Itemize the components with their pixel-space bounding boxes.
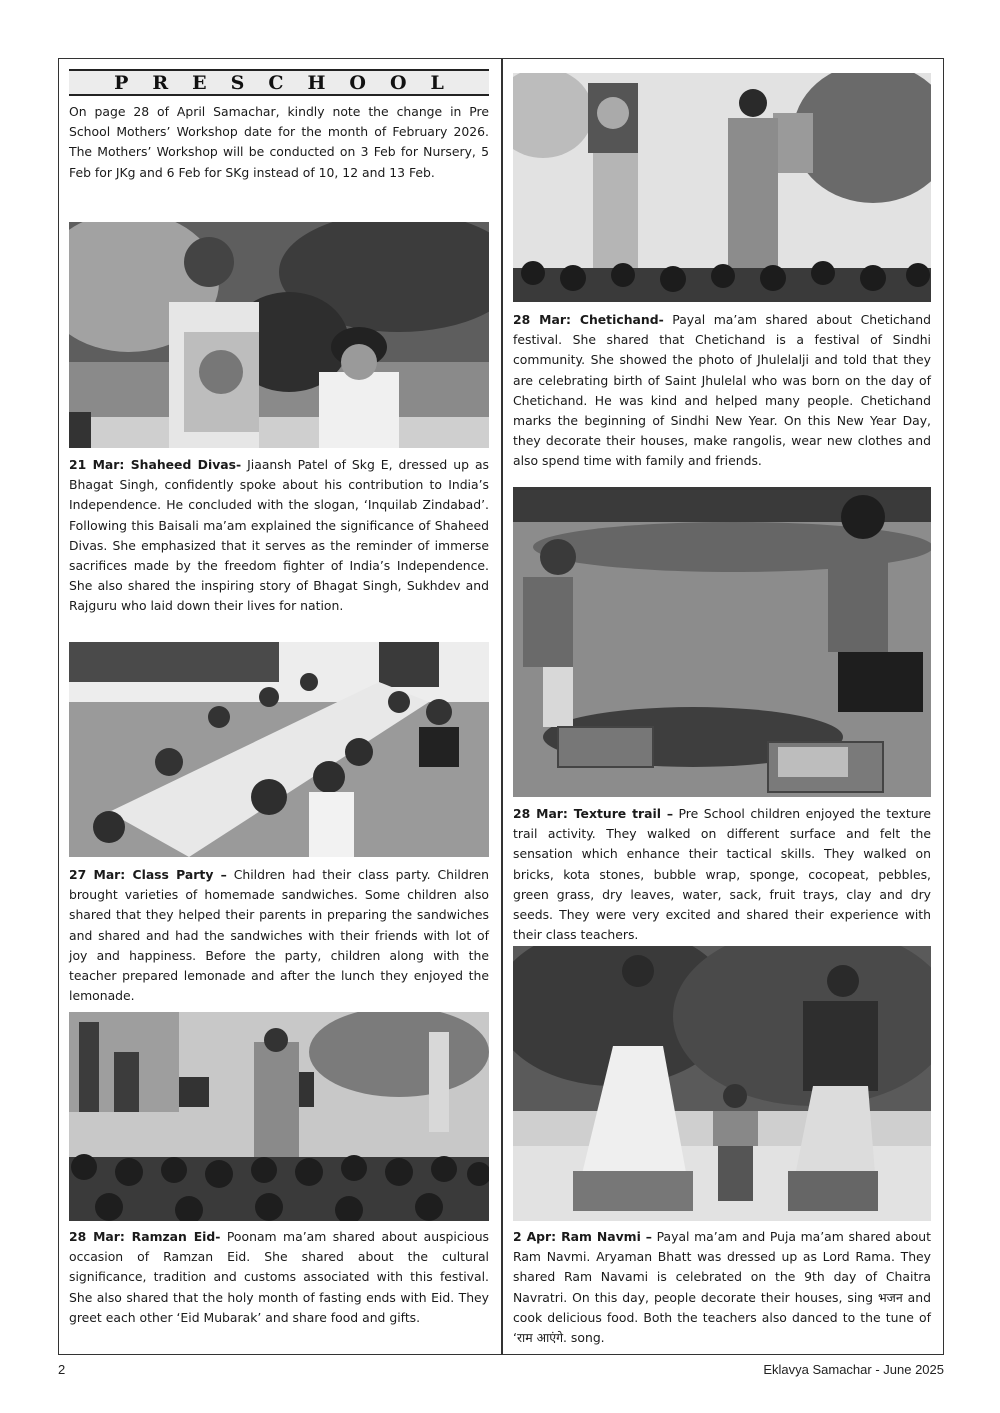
photo-chetichand: [513, 73, 931, 302]
article-chetichand: [513, 310, 931, 472]
article-body: Poonam ma’am shared about auspicious occasion of Ramzan Eid. She shared about the cultural significance, tradition and customs associated with this festival. She also shared that the holy month of fasting ends with Eid. They greet each other ‘Eid Mubarak’ and share food and gifts.: [69, 1229, 490, 1325]
publication-footer: Eklavya Samachar - June 2025: [763, 1362, 944, 1377]
article-heading: 28 Mar: Ramzan Eid-: [69, 1229, 221, 1244]
photo-ram-navmi: [513, 946, 931, 1221]
section-title: PRESCHOOL: [114, 71, 468, 94]
article-heading: 27 Mar: Class Party –: [69, 867, 227, 882]
article-heading: 28 Mar: Chetichand-: [513, 312, 664, 327]
photo-class-party: [69, 642, 489, 857]
article-heading: 21 Mar: Shaheed Divas-: [69, 457, 242, 472]
article-heading: 28 Mar: Texture trail –: [513, 806, 674, 821]
article-class-party: [69, 865, 489, 1006]
section-banner: [69, 69, 489, 96]
intro-notice: On page 28 of April Samachar, kindly note the change in Pre School Mothers’ Workshop date for the month of February 2026. The Mothers’ Workshop will be conducted on 3 Feb for Nursery, 5 Feb for JKg and 6 Feb for SKg instead of 10, 12 and 13 Feb.: [69, 104, 489, 180]
photo-texture-trail: [513, 487, 931, 797]
column-divider: [501, 58, 503, 1355]
article-body: Children had their class party. Children brought varieties of homemade sandwiches. Some children also shared that they helped their parents in preparing the sandwiches and shared and had the sandwiches with their friends with lot of joy and happiness. Before the party, children along with the teacher prepared lemonade and after the lunch they enjoyed the lemonade.: [69, 867, 490, 1004]
article-ram-navmi: [513, 1227, 931, 1348]
article-ramzan-eid: [69, 1227, 489, 1328]
article-body: Jiaansh Patel of Skg E, dressed up as Bhagat Singh, confidently spoke about his contribution to India’s Independence. He concluded with the slogan, ‘Inquilab Zindabad’. Following this Baisali ma’am explained the significance of Shaheed Divas. She emphasized that it serves as the reminder of immerse sacrifices made by the freedom fighter of India’s Independence. She also shared the inspiring story of Bhagat Singh, Sukhdev and Rajguru who laid down their lives for nation.: [69, 457, 489, 614]
page-number: 2: [58, 1362, 66, 1377]
article-body: Payal ma’am shared about Chetichand festival. She shared that Chetichand is a festival of Sindhi community. She showed the photo of Jhulelalji and told that they are celebrating birth of Saint Jhulelal who was born on the day of Chetichand. He was kind and helped many people. Chetichand marks the beginning of Sindhi New Year. On this New Year Day, they decorate their houses, make rangolis, wear new clothes and also spend time with family and friends.: [513, 312, 931, 469]
article-texture-trail: [513, 804, 931, 945]
article-heading: 2 Apr: Ram Navmi –: [513, 1229, 653, 1244]
photo-shaheed-divas: [69, 222, 489, 448]
article-shaheed-divas: [69, 455, 489, 617]
article-body: Pre School children enjoyed the texture trail activity. They walked on different surface and felt the sensation which enhance their tactical skills. They walked on bricks, kota stones, bubble wrap, sponge, cocopeat, pebbles, green grass, dry leaves, water, sack, fruit trays, clay and dry seeds. They were very excited and shared their experience with their class teachers.: [513, 806, 931, 943]
photo-ramzan-eid: [69, 1012, 489, 1221]
article-body: Payal ma’am and Puja ma’am shared about Ram Navmi. Aryaman Bhatt was dressed up as Lord Rama. They shared Ram Navami is celebrated on the 9th day of Chaitra Navratri. On this day, people decorate their houses, sing भजन and cook delicious food. Both the teachers also danced to the tune of ‘राम आएंगे. song.: [513, 1229, 931, 1346]
